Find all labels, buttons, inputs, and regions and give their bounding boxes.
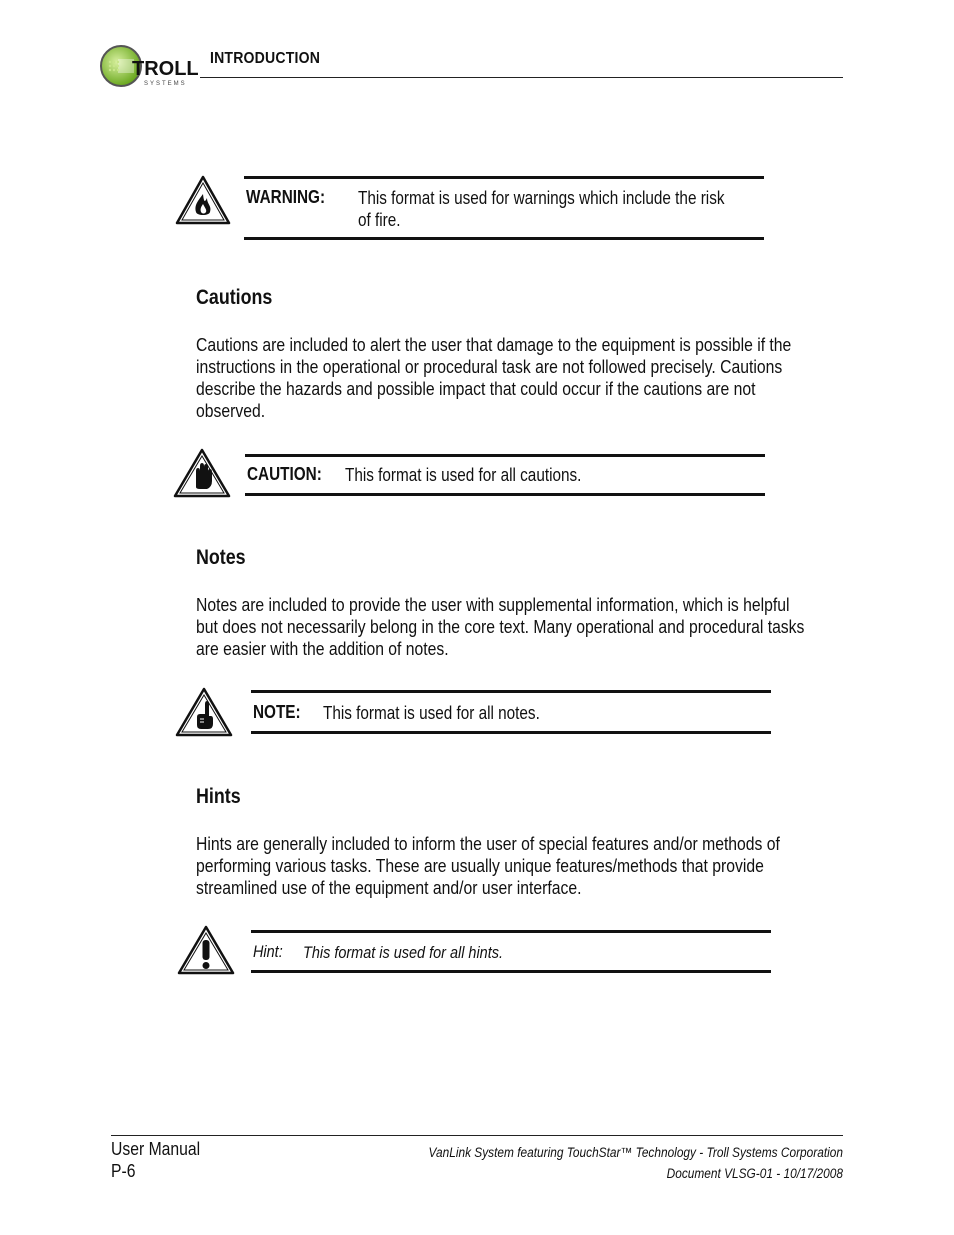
fire-warning-icon [174,174,232,231]
note-label: NOTE: [253,702,301,722]
note-text: This format is used for all notes. [323,703,540,723]
warning-text-line: This format is used for warnings which include the risk [358,188,725,208]
troll-systems-logo [98,44,200,88]
footer-right [429,1142,843,1184]
notes-heading: Notes [196,546,246,569]
header-divider [200,77,843,78]
footer-divider [111,1135,843,1136]
hint-text: This format is used for all hints. [303,943,503,962]
warning-callout [244,176,764,240]
pointing-hand-note-icon [174,686,234,743]
hint-label: Hint: [253,942,283,961]
exclamation-hint-icon [176,924,236,981]
logo-subtext: SYSTEMS [144,81,187,87]
paragraph-line: observed. [196,400,266,421]
paragraph-line: but does not necessarily belong in the core text. Many operational and procedural tasks [196,616,805,637]
paragraph-line: instructions in the operational or procedural task are not followed precisely. Cautions [196,356,783,377]
document-id: Document VLSG-01 - 10/17/2008 [666,1166,843,1181]
warning-label: WARNING: [246,187,326,207]
notes-paragraph [196,594,842,660]
paragraph-line: are easier with the addition of notes. [196,638,449,659]
page-number: P-6 [111,1160,136,1181]
warning-text-line: of fire. [358,210,401,230]
logo-wordmark: TROLL [132,58,199,80]
caution-text: This format is used for all cautions. [345,465,582,485]
paragraph-line: streamlined use of the equipment and/or user interface. [196,877,582,898]
paragraph-line: Hints are generally included to inform the user of special features and/or methods of [196,833,780,854]
caution-label: CAUTION: [247,464,322,484]
warning-text [358,187,783,231]
paragraph-line: describe the hazards and possible impact that could occur if the cautions are not [196,378,756,399]
note-callout [251,690,771,734]
document-type: User Manual [111,1138,201,1159]
paragraph-line: Cautions are included to alert the user that damage to the equipment is possible if the [196,334,792,355]
paragraph-line: performing various tasks. These are usually unique features/methods that provide [196,855,764,876]
hint-callout [251,930,771,973]
hints-heading: Hints [196,785,241,808]
cautions-paragraph [196,334,842,422]
cautions-heading: Cautions [196,286,273,309]
caution-callout [245,454,765,496]
product-line: VanLink System featuring TouchStar™ Technology - Troll Systems Corporation [428,1145,843,1160]
hints-paragraph [196,833,842,899]
hand-caution-icon [172,447,232,504]
footer-left [111,1138,200,1182]
section-title: INTRODUCTION [210,50,321,67]
paragraph-line: Notes are included to provide the user with supplemental information, which is helpful [196,594,790,615]
